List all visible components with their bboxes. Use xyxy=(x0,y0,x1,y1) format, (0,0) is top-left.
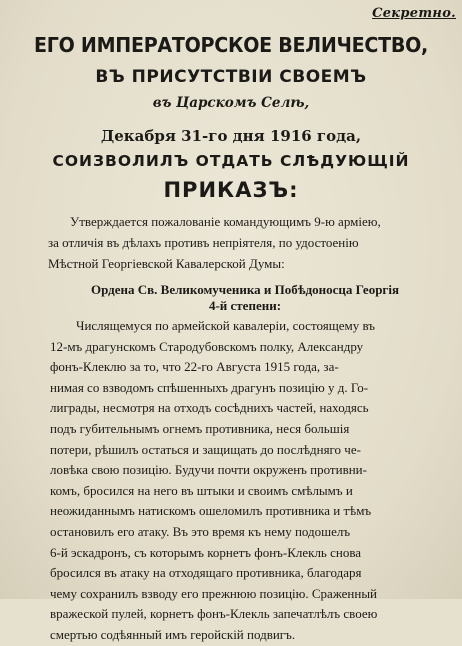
intro-paragraph xyxy=(48,211,443,274)
citation-line: лиграды, несмотря на отходъ сосѣднихъ частей, находясь xyxy=(50,400,369,416)
citation-line: остановилъ его атаку. Въ это время къ нему подошелъ xyxy=(50,523,351,539)
citation-line: ловѣка свою позицію. Будучи почти окруженъ противни- xyxy=(50,462,367,478)
title-place: въ Царскомъ Селѣ, xyxy=(152,95,310,111)
citation-line: подъ губительнымъ огнемъ противника, неся большія xyxy=(50,420,350,436)
title-majesty: ЕГО ИМПЕРАТОРСКОЕ ВЕЛИЧЕСТВО, xyxy=(34,33,428,57)
order-heading xyxy=(60,282,430,314)
citation-line: нимая со взводомъ спѣшенныхъ драгунъ позицію у д. Го- xyxy=(50,379,369,395)
citation-line: смертью содѣянный имъ геройскій подвигъ. xyxy=(50,626,296,642)
citation-line: Числящемуся по армейской кавалеріи, состоящему въ xyxy=(76,318,375,333)
title-order: ПРИКАЗЪ: xyxy=(163,178,299,202)
citation-line: 12-мъ драгунскомъ Стародубовскомъ полку, Александру xyxy=(50,338,364,354)
citation-line: потери, рѣшилъ остаться и защищать до послѣдняго че- xyxy=(50,441,361,457)
intro-line: Утверждается пожалованіе командующимъ 9-ю арміею, xyxy=(70,214,381,229)
intro-line: за отличія въ дѣлахъ противъ непріятеля, по удостоенію xyxy=(48,235,359,250)
citation-line: чему сохранилъ взводу его прежнюю позицію. Сраженный xyxy=(50,585,378,601)
order-name: Ордена Св. Великомученика и Побѣдоносца Георгія xyxy=(90,282,399,297)
title-presence: ВЪ ПРИСУТСТВІИ СВОЕМЪ xyxy=(95,67,367,87)
citation-line: 6-й эскадронъ, съ которымъ корнетъ фонъ-Клекль снова xyxy=(50,544,362,560)
title-deigned: СОИЗВОЛИЛЪ ОТДАТЬ СЛѢДУЮЩІЙ xyxy=(52,152,410,170)
citation-line: комъ, бросился на него въ штыки и своимъ смѣлымъ и xyxy=(50,482,353,498)
citation-line: фонъ-Клеклю за то, что 22-го Августа 1915 года, за- xyxy=(50,359,339,375)
citation-line: бросился въ атаку на отходящаго противника, благодаря xyxy=(50,565,362,581)
citation-text xyxy=(50,316,442,646)
order-degree: 4-й степени: xyxy=(208,298,282,313)
secret-mark: Секретно. xyxy=(372,6,456,21)
title-date: Декабря 31-го дня 1916 года, xyxy=(100,127,362,145)
intro-line: Мѣстной Георгіевской Кавалерской Думы: xyxy=(48,256,285,271)
citation-line: неожиданнымъ натискомъ ошеломилъ противника и тѣмъ xyxy=(50,503,372,519)
citation-line: вражеской пулей, корнетъ фонъ-Клекль запечатлѣлъ своею xyxy=(50,606,378,622)
